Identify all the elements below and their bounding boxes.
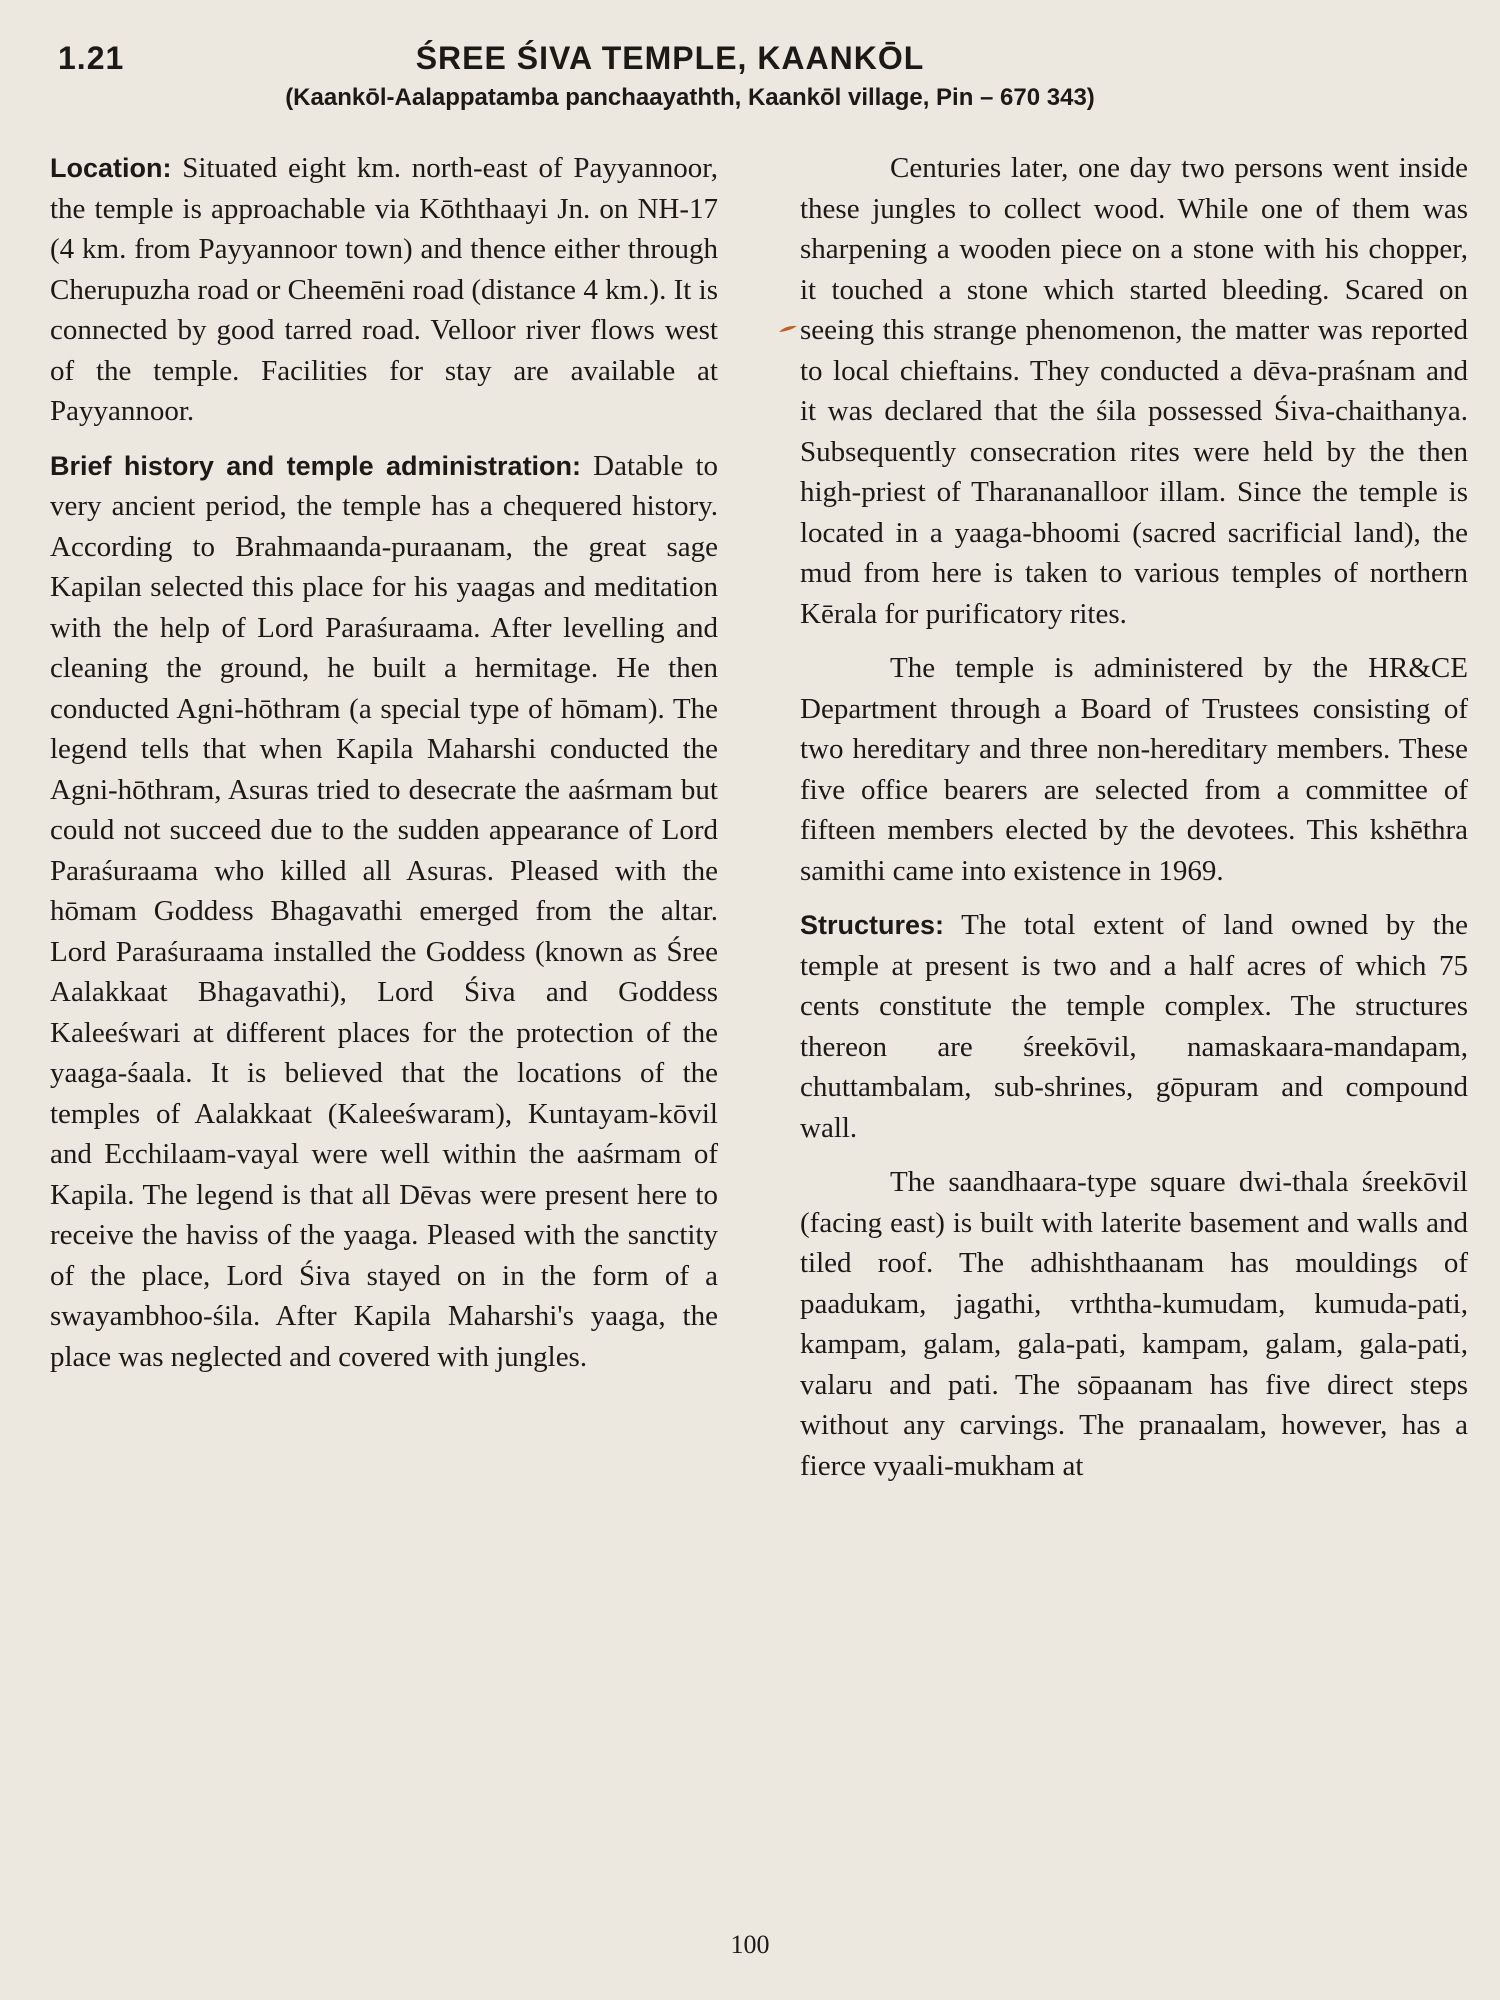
page-title: ŚREE ŚIVA TEMPLE, KAANKŌL	[415, 40, 925, 76]
left-column	[50, 148, 718, 1391]
structures-text: The total extent of land owned by the temple at present is two and a half acres of which 75 cents constitute the temple complex. The structures thereon are śreekōvil, namaskaara-mandapam, chuttambalam, sub-shrines, gōpuram and compound wall.	[800, 909, 1468, 1144]
location-text: Situated eight km. north-east of Payyannoor, the temple is approachable via Kōththaayi Jn. on NH-17 (4 km. from Payyannoor town) and thence either through Cherupuzha road or Cheemēni road (distance 4 km.). It is connected by good tarred road. Velloor river flows west of the temple. Facilities for stay are available at Payyannoor.	[50, 152, 718, 427]
structures-paragraph	[800, 905, 1468, 1148]
centuries-paragraph: Centuries later, one day two persons went inside these jungles to collect wood. While one of them was sharpening a wooden piece on a stone with his chopper, it touched a stone which started bleeding. Scared on seeing this strange phenomenon, the matter was reported to local chieftains. They conducted a dēva-praśnam and it was declared that the śila possessed Śiva-chaithanya. Subsequently consecration rites were held by the then high-priest of Tharananalloor illam. Since the temple is located in a yaaga-bhoomi (sacred sacrificial land), the mud from here is taken to various temples of northern Kērala for purificatory rites.	[800, 152, 1468, 630]
right-column	[800, 148, 1468, 1500]
administration-paragraph: The temple is administered by the HR&CE Department through a Board of Trustees consisting of two hereditary and three non-hereditary members. These five office bearers are selected from a committee of fifteen members elected by the devotees. This kshēthra samithi came into existence in 1969.	[800, 652, 1468, 887]
history-text: Datable to very ancient period, the temple has a chequered history. According to Brahmaanda-puraanam, the great sage Kapilan selected this place for his yaagas and meditation with the help of Lord Paraśuraama. After levelling and cleaning the ground, he built a hermitage. He then conducted Agni-hōthram (a special type of hōmam). The legend tells that when Kapila Maharshi conducted the Agni-hōthram, Asuras tried to desecrate the aaśrmam but could not succeed due to the sudden appearance of Lord Paraśuraama who killed all Asuras. Pleased with the hōmam Goddess Bhagavathi emerged from the altar. Lord Paraśuraama installed the Goddess (known as Śree Aalakkaat Bhagavathi), Lord Śiva and Goddess Kaleeśwari at different places for the protection of the yaaga-śaala. It is believed that the locations of the temples of Aalakkaat (Kaleeśwaram), Kuntayam-kōvil and Ecchilaam-vayal were well within the aaśrmam of Kapila. The legend is that all Dēvas were present here to receive the haviss of the yaaga. Pleased with the sanctity of the place, Lord Śiva stayed on in the form of a swayambhoo-śila. After Kapila Maharshi's yaaga, the place was neglected and covered with jungles.	[50, 449, 719, 1373]
page-number: 100	[730, 1930, 770, 1959]
history-heading: Brief history and temple administration:	[50, 450, 582, 481]
history-paragraph	[50, 446, 718, 1378]
sreekovil-paragraph: The saandhaara-type square dwi-thala śreekōvil (facing east) is built with laterite basement and walls and tiled roof. The adhishthaanam has mouldings of paadukam, jagathi, vrththa-kumudam, kumuda-pati, kampam, galam, gala-pati, kampam, galam, gala-pati, valaru and pati. The sōpaanam has five direct steps without any carvings. The pranaalam, however, has a fierce vyaali-mukham at	[800, 1166, 1468, 1482]
structures-heading: Structures:	[800, 910, 945, 940]
margin-pen-mark-icon	[778, 323, 798, 335]
location-heading: Location:	[50, 153, 172, 183]
location-paragraph	[50, 148, 718, 432]
section-number: 1.21	[58, 40, 125, 76]
page-subtitle: (Kaankōl-Aalappatamba panchaayathth, Kaankōl village, Pin – 670 343)	[285, 84, 1095, 111]
